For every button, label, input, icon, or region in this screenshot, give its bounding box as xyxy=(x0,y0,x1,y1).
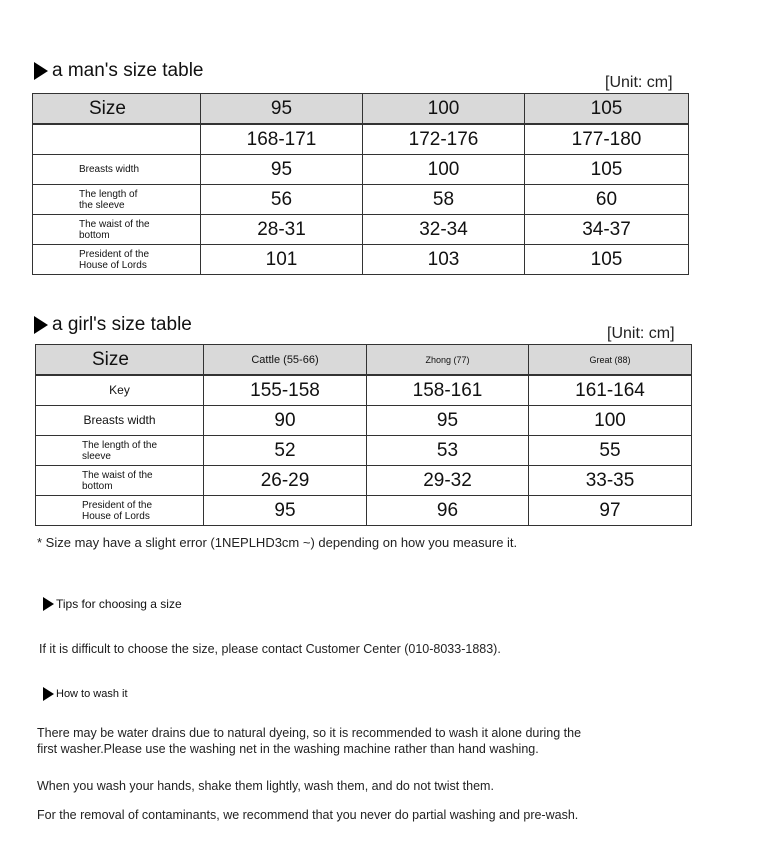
table-cell: 161-164 xyxy=(529,375,692,406)
table-cell: 97 xyxy=(529,496,692,526)
table-cell: 34-37 xyxy=(525,215,689,245)
table-cell: 26-29 xyxy=(204,466,367,496)
row-label: The waist of the bottom xyxy=(33,215,201,245)
men-header-col: 95 xyxy=(201,94,363,125)
table-row xyxy=(33,215,689,245)
triangle-bullet-icon xyxy=(34,62,48,80)
table-cell: 29-32 xyxy=(367,466,529,496)
men-header-size: Size xyxy=(33,94,201,125)
table-row xyxy=(36,375,692,406)
row-label: President of the House of Lords xyxy=(36,496,204,526)
men-header-col: 100 xyxy=(363,94,525,125)
tips-title-text: Tips for choosing a size xyxy=(56,597,182,611)
wash-paragraph-2: When you wash your hands, shake them lightly, wash them, and do not twist them. xyxy=(37,779,494,793)
row-label: President of the House of Lords xyxy=(33,245,201,275)
table-cell: 177-180 xyxy=(525,124,689,155)
table-cell: 101 xyxy=(201,245,363,275)
table-row xyxy=(33,124,689,155)
table-cell: 53 xyxy=(367,436,529,466)
women-header-row xyxy=(36,345,692,376)
triangle-bullet-icon xyxy=(43,597,54,611)
triangle-bullet-icon xyxy=(34,316,48,334)
table-cell: 90 xyxy=(204,406,367,436)
table-cell: 58 xyxy=(363,185,525,215)
table-cell: 100 xyxy=(529,406,692,436)
wash-title xyxy=(43,687,128,701)
tips-title xyxy=(43,597,182,611)
table-cell: 56 xyxy=(201,185,363,215)
table-cell: 52 xyxy=(204,436,367,466)
men-size-table-title xyxy=(34,60,203,82)
table-row xyxy=(33,155,689,185)
men-header-col: 105 xyxy=(525,94,689,125)
table-row xyxy=(36,436,692,466)
wash-paragraph-3: For the removal of contaminants, we recommend that you never do partial washing and pre-wash. xyxy=(37,808,579,822)
table-row xyxy=(36,466,692,496)
table-cell: 168-171 xyxy=(201,124,363,155)
table-cell: 60 xyxy=(525,185,689,215)
table-row xyxy=(36,406,692,436)
men-title-text: a man's size table xyxy=(52,60,204,81)
row-label: Breasts width xyxy=(33,155,201,185)
tips-text: If it is difficult to choose the size, please contact Customer Center (010-8033-1883). xyxy=(39,642,501,656)
women-header-col: Zhong (77) xyxy=(367,345,529,376)
size-error-note: * Size may have a slight error (1NEPLHD3cm ~) depending on how you measure it. xyxy=(37,535,518,550)
row-label: Breasts width xyxy=(36,406,204,436)
table-cell: 158-161 xyxy=(367,375,529,406)
women-header-size: Size xyxy=(36,345,204,376)
table-cell: 172-176 xyxy=(363,124,525,155)
table-cell: 95 xyxy=(201,155,363,185)
table-cell: 95 xyxy=(204,496,367,526)
row-label: Key xyxy=(36,375,204,406)
women-header-col: Great (88) xyxy=(529,345,692,376)
table-cell: 28-31 xyxy=(201,215,363,245)
table-row xyxy=(33,185,689,215)
table-cell: 32-34 xyxy=(363,215,525,245)
row-label: The length of the sleeve xyxy=(33,185,201,215)
wash-paragraph-1: There may be water drains due to natural dyeing, so it is recommended to wash it alone during the first washer.Please use the washing net in the washing machine rather than hand washing. xyxy=(37,726,582,756)
women-title-text: a girl's size table xyxy=(52,314,192,335)
table-row xyxy=(36,496,692,526)
wash-title-text: How to wash it xyxy=(56,688,128,700)
table-cell: 105 xyxy=(525,155,689,185)
table-cell: 105 xyxy=(525,245,689,275)
row-label: The length of the sleeve xyxy=(36,436,204,466)
table-cell: 55 xyxy=(529,436,692,466)
women-size-table-title xyxy=(34,314,192,336)
table-cell: 33-35 xyxy=(529,466,692,496)
table-row xyxy=(33,245,689,275)
row-label xyxy=(33,124,201,155)
table-cell: 100 xyxy=(363,155,525,185)
row-label: The waist of the bottom xyxy=(36,466,204,496)
table-cell: 155-158 xyxy=(204,375,367,406)
men-unit-label: [Unit: cm] xyxy=(605,74,673,91)
table-cell: 95 xyxy=(367,406,529,436)
women-unit-label: [Unit: cm] xyxy=(607,325,675,342)
men-header-row xyxy=(33,94,689,125)
triangle-bullet-icon xyxy=(43,687,54,701)
table-cell: 103 xyxy=(363,245,525,275)
women-size-table xyxy=(35,344,692,526)
table-cell: 96 xyxy=(367,496,529,526)
women-header-col: Cattle (55-66) xyxy=(204,345,367,376)
men-size-table xyxy=(32,93,689,275)
